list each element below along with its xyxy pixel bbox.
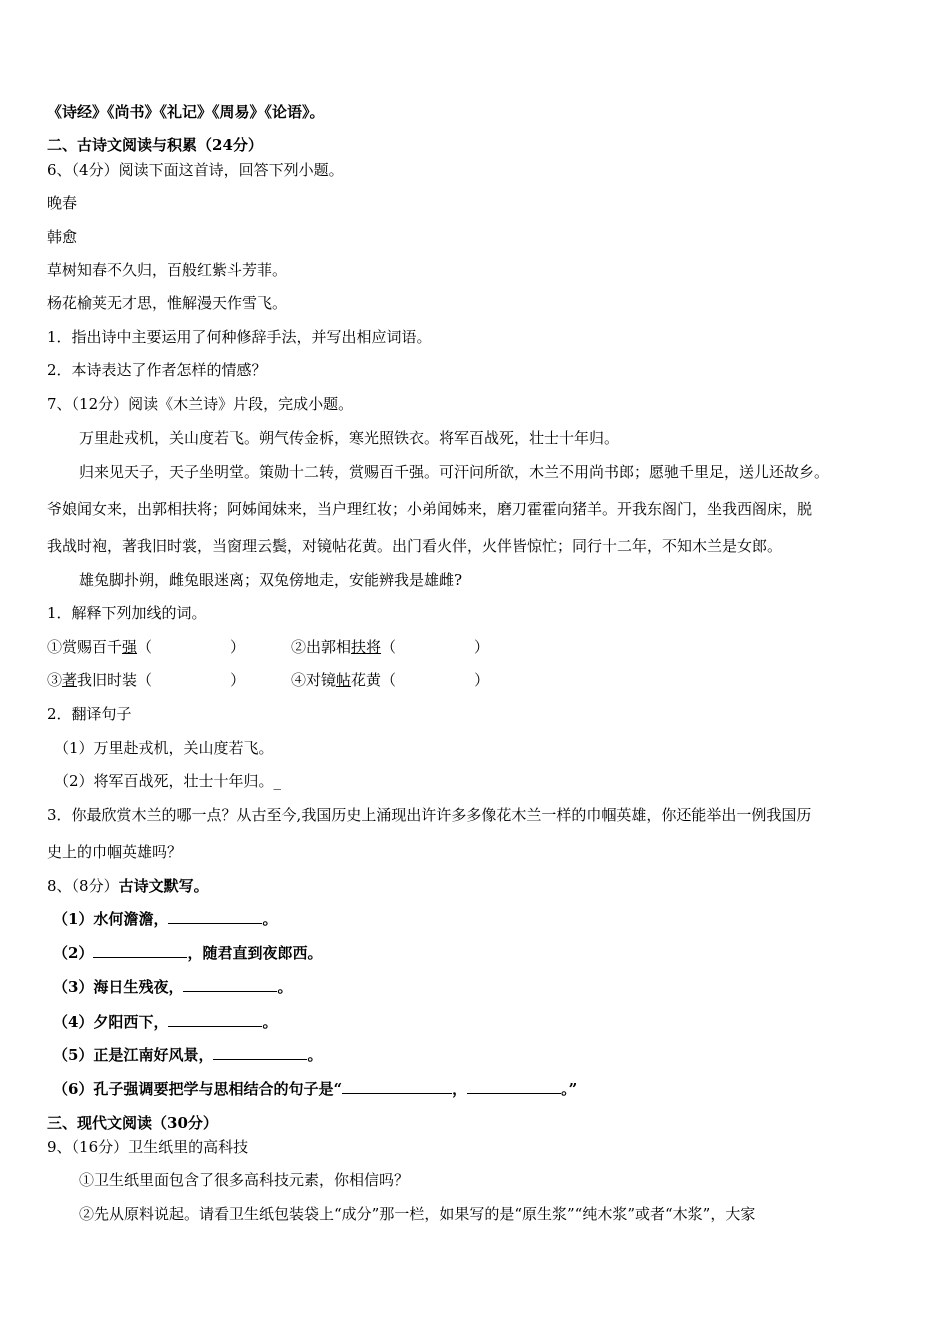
q8-blank-3[interactable] [183,977,277,992]
w2-paren-open: （ [381,638,397,656]
q8-blank-6b[interactable] [467,1079,561,1094]
w4-underlined: 帖 [336,671,352,689]
q7-passage-p1: 万里赴戎机，关山度若飞。朔气传金柝，寒光照铁衣。将军百战死，壮士十年归。 [79,429,620,447]
q6-poem-title: 晚春 [47,194,78,212]
w4-text: ④对镜 [291,671,337,689]
w4-paren-close: ） [474,671,490,689]
q8-item-2-text: ，随君直到夜郎西。 [187,944,323,962]
q8-blank-1[interactable] [168,909,262,924]
q6-author: 韩愈 [47,228,78,246]
w1-text: ①赏赐百千 [47,638,123,656]
q7-word-item-4 [291,670,489,690]
w3-paren-close: ） [230,671,246,689]
w2-underlined: 扶将 [351,638,382,656]
q8-item-4-text: （4）夕阳西下， [53,1013,169,1031]
q7-word-item-1 [47,637,245,657]
q9-stem: 9、（16分）卫生纸里的高科技 [47,1138,249,1156]
q8-item-3-text: （3）海日生残夜， [53,978,184,996]
q8-item-6-text: （6）孔子强调要把学与思相结合的句子是“ [53,1080,343,1098]
q8-item-1 [53,909,277,929]
q7-stem: 7、（12分）阅读《木兰诗》片段，完成小题。 [47,395,354,413]
q7-passage-p2-line3: 我战时袍，著我旧时裳，当窗理云鬓，对镜帖花黄。出门看火伴，火伴皆惊忙；同行十二年，不知木兰是女郎。 [47,537,783,555]
q8-blank-4[interactable] [168,1012,262,1027]
q8-item-3-end: 。 [277,978,293,996]
w4-text-post: 花黄 [351,671,382,689]
q8-item-1-text: （1）水何澹澹， [53,910,169,928]
w1-paren-close: ） [230,638,246,656]
q7-sub-1: 1．解释下列加线的词。 [47,604,207,622]
q7-translate-1: （1）万里赴戎机，关山度若飞。 [54,739,274,757]
q8-item-4-end: 。 [262,1013,278,1031]
q9-para-2: ②先从原料说起。请看卫生纸包装袋上“成分”那一栏，如果写的是“原生浆”“纯木浆”或者“木浆”，大家 [79,1205,756,1223]
q7-sub-3-line1: 3．你最欣赏木兰的哪一点？从古至今,我国历史上涌现出许许多多像花木兰一样的巾帼英雄，你还能举出一例我国历 [47,806,812,824]
q8-item-5-end: 。 [307,1046,323,1064]
q8-blank-2[interactable] [93,943,187,958]
q6-sub-2: 2．本诗表达了作者怎样的情感？ [47,361,267,379]
q8-item-2 [53,943,322,963]
q9-para-1: ①卫生纸里面包含了很多高科技元素，你相信吗？ [79,1171,410,1189]
q8-item-3 [53,977,292,997]
q8-item-6-comma: ， [452,1080,468,1098]
q6-poem-line-1: 草树知春不久归，百般红紫斗芳菲。 [47,261,288,279]
w4-paren-open: （ [381,671,397,689]
q7-passage-p2-line2: 爷娘闻女来，出郭相扶将；阿姊闻妹来，当户理红妆；小弟闻姊来，磨刀霍霍向猪羊。开我东阁门，坐我西阁床，脱 [47,500,813,518]
q8-item-4 [53,1012,277,1032]
q8-stem-title: 古诗文默写。 [118,877,209,895]
q8-item-1-end: 。 [262,910,278,928]
classics-list: 《诗经》《尚书》《礼记》《周易》《论语》。 [47,103,325,121]
q6-poem-line-2: 杨花榆荚无才思，惟解漫天作雪飞。 [47,294,288,312]
w3-text: 我旧时装 [77,671,138,689]
w2-text: ②出郭相 [291,638,352,656]
q7-sub-2: 2．翻译句子 [47,705,132,723]
w3-underlined: 著 [62,671,78,689]
q7-translate-2: （2）将军百战死，壮士十年归。_ [54,772,282,790]
q7-passage-p2-line1: 归来见天子，天子坐明堂。策勋十二转，赏赐百千强。可汗问所欲，木兰不用尚书郎；愿驰千里足，送儿还故乡。 [79,463,830,481]
q7-word-item-2 [291,637,489,657]
q6-stem: 6、（4分）阅读下面这首诗，回答下列小题。 [47,161,344,179]
q8-item-6 [53,1079,577,1099]
q8-item-6-end: 。” [561,1080,578,1098]
q6-sub-1: 1．指出诗中主要运用了何种修辞手法，并写出相应词语。 [47,328,432,346]
q8-stem [47,876,209,896]
w3-marker: ③ [47,671,63,689]
q7-sub-3-line2: 史上的巾帼英雄吗？ [47,843,183,861]
q8-item-5-text: （5）正是江南好风景， [53,1046,214,1064]
q8-item-2-num: （2） [53,944,94,962]
q8-item-5 [53,1045,322,1065]
section-3-title: 三、现代文阅读（30分） [47,1114,218,1132]
q8-stem-score: 8、（8分） [47,877,119,895]
q8-blank-6a[interactable] [342,1079,452,1094]
w3-paren-open: （ [137,671,153,689]
q7-word-item-3 [47,670,245,690]
q8-blank-5[interactable] [213,1045,307,1060]
w2-paren-close: ） [474,638,490,656]
section-2-title: 二、古诗文阅读与积累（24分） [47,136,263,154]
q7-passage-p3: 雄兔脚扑朔，雌兔眼迷离；双兔傍地走，安能辨我是雄雌? [79,571,463,589]
w1-paren-open: （ [137,638,153,656]
w1-underlined: 强 [122,638,138,656]
